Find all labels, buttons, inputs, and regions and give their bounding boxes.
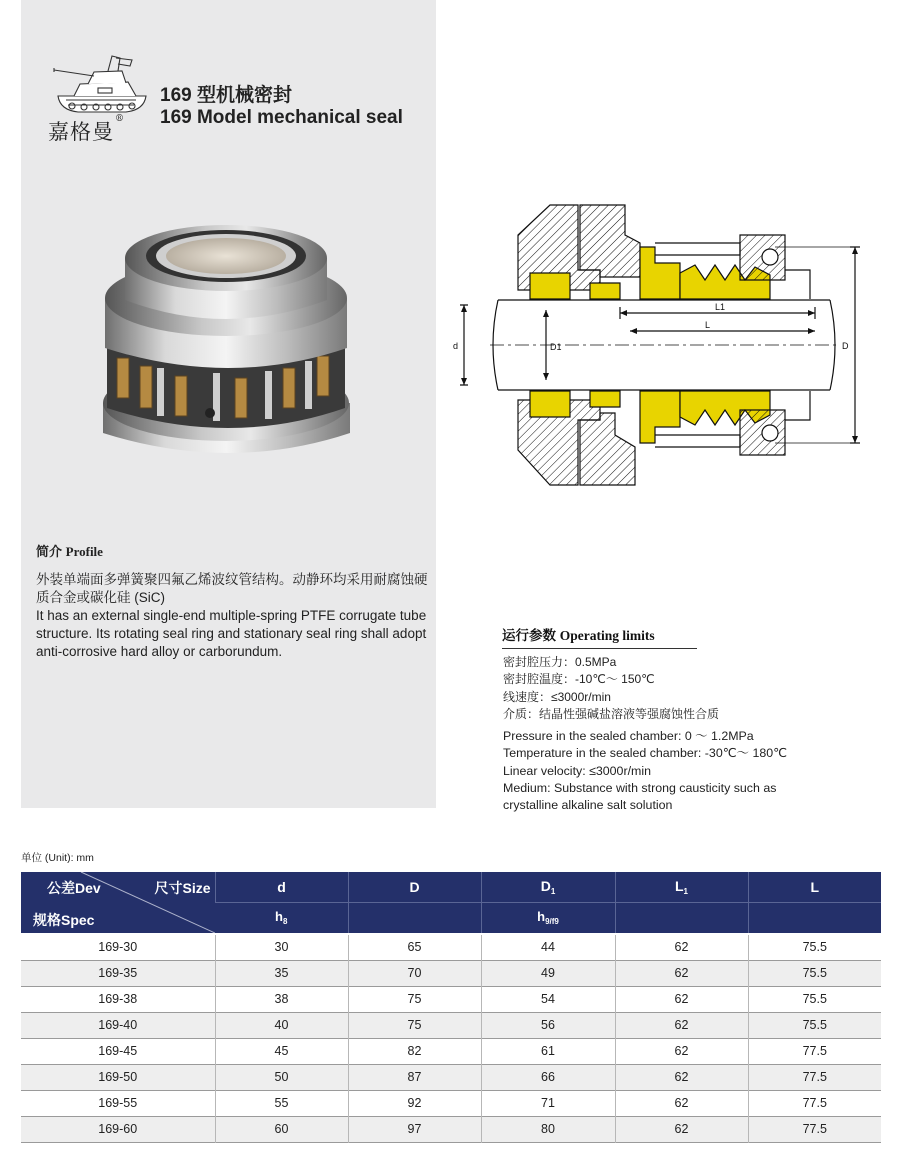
- spec-value-cell: 61: [481, 1038, 615, 1064]
- spec-value-cell: 54: [481, 986, 615, 1012]
- limit-line-en: Pressure in the sealed chamber: 0 ～ 1.2MPa: [503, 729, 754, 743]
- dim-label-D: D: [842, 341, 849, 351]
- tolerance-d: $h_8$: [215, 902, 348, 934]
- column-header-D1: $D_1$: [481, 872, 615, 902]
- spec-value-cell: 77.5: [748, 1090, 881, 1116]
- spec-table-body: [21, 934, 881, 1142]
- column-header-L: L: [748, 872, 881, 902]
- limit-line-cn: 介质：结晶性强碱盐溶液等强腐蚀性合质: [503, 706, 720, 721]
- table-row: [21, 934, 881, 960]
- spec-model-cell: 169-30: [98, 940, 138, 955]
- limit-line-cn: 线速度：≤3000r/min: [503, 689, 611, 704]
- spec-value-cell: 75: [348, 986, 481, 1012]
- spec-model-cell: 169-40: [98, 1018, 138, 1032]
- tolerance-D: [348, 902, 481, 934]
- spec-value-cell: 75: [348, 1012, 481, 1038]
- column-header-D: D: [348, 872, 481, 902]
- spec-model-cell: 169-55: [98, 1096, 138, 1110]
- column-header-d: d: [215, 872, 348, 902]
- table-row: [21, 986, 881, 1012]
- spec-value-cell: 87: [348, 1064, 481, 1090]
- profile-heading-cn: 简介: [36, 544, 63, 559]
- corner-dev-label: 公差Dev: [47, 880, 101, 896]
- profile-heading-en: Profile: [65, 544, 103, 559]
- brand-name: [48, 116, 125, 146]
- limit-line-en: Medium: Substance with strong causticity such as: [503, 780, 777, 795]
- spec-value-cell: 45: [215, 1038, 348, 1064]
- spec-model-cell: 169-35: [98, 966, 138, 980]
- spec-value-cell: 66: [481, 1064, 615, 1090]
- spec-value-cell: 62: [615, 1012, 748, 1038]
- spec-table: [21, 872, 881, 1143]
- spec-model-cell: 169-38: [98, 992, 138, 1006]
- tolerance-D1: $h_{9/f9}$: [481, 902, 615, 934]
- tolerance-L: [748, 902, 881, 934]
- spec-model-cell: 169-50: [98, 1070, 138, 1084]
- brand-name-text: 嘉格曼: [48, 120, 114, 144]
- spec-value-cell: 55: [215, 1090, 348, 1116]
- spec-value-cell: 50: [215, 1064, 348, 1090]
- spec-value-cell: 70: [348, 960, 481, 986]
- spec-value-cell: 56: [481, 1012, 615, 1038]
- title-cn: 169 型机械密封: [160, 85, 292, 106]
- spec-value-cell: 75.5: [748, 986, 881, 1012]
- spec-value-cell: 49: [481, 960, 615, 986]
- spec-value-cell: 62: [615, 986, 748, 1012]
- spec-model-cell: 169-60: [98, 1122, 138, 1136]
- spec-value-cell: 82: [348, 1038, 481, 1064]
- spec-value-cell: 62: [615, 960, 748, 986]
- spec-value-cell: 62: [615, 1116, 748, 1142]
- dim-label-l: L: [705, 320, 711, 330]
- table-row: [21, 1064, 881, 1090]
- dim-label-d1: D1: [550, 342, 562, 352]
- operating-limits-title: [502, 624, 697, 649]
- spec-value-cell: 75.5: [748, 1012, 881, 1038]
- spec-value-cell: 62: [615, 1064, 748, 1090]
- spec-value-cell: 62: [615, 934, 748, 960]
- spec-value-cell: 60: [215, 1116, 348, 1142]
- corner-spec-label: 规格Spec: [33, 912, 95, 928]
- table-row: [21, 960, 881, 986]
- table-corner-cell: [21, 872, 215, 934]
- spec-value-cell: 77.5: [748, 1038, 881, 1064]
- corner-size-label: 尺寸Size: [154, 880, 211, 896]
- spec-value-cell: 44: [481, 934, 615, 960]
- spec-value-cell: 30: [215, 934, 348, 960]
- spec-model-cell: 169-45: [98, 1044, 138, 1058]
- title-en: 169 Model mechanical seal: [160, 107, 403, 128]
- unit-label: 单位 (Unit): mm: [21, 852, 94, 864]
- registered-mark: ®: [115, 114, 125, 124]
- limit-line-en: Temperature in the sealed chamber: -30℃～ 180℃: [503, 746, 788, 761]
- spec-value-cell: 35: [215, 960, 348, 986]
- table-row: [21, 1116, 881, 1142]
- table-row: [21, 1038, 881, 1064]
- spec-value-cell: 71: [481, 1090, 615, 1116]
- column-header-L1: $L_1$: [615, 872, 748, 902]
- profile-text-cn: 外装单端面多弹簧聚四氟乙烯波纹管结构。动静环均采用耐腐蚀硬质合金或碳化硅 (SiC): [36, 572, 428, 605]
- product-photo: [95, 208, 365, 468]
- operating-limits-cn: [503, 654, 719, 723]
- spec-value-cell: 65: [348, 934, 481, 960]
- spec-value-cell: 97: [348, 1116, 481, 1142]
- tank-logo-icon: [48, 52, 152, 122]
- spec-value-cell: 77.5: [748, 1116, 881, 1142]
- spec-value-cell: 40: [215, 1012, 348, 1038]
- table-header-row: [21, 872, 881, 902]
- spec-value-cell: 75.5: [748, 960, 881, 986]
- profile-text-en: It has an external single-end multiple-spring PTFE corrugate tube structure. Its rotating seal ring and stationary seal ring shall adopt anti-corrosive hard alloy or carborundum.: [36, 608, 427, 659]
- table-row: [21, 1012, 881, 1038]
- spec-value-cell: 75.5: [748, 934, 881, 960]
- limit-line-cn: 密封腔温度：-10℃～ 150℃: [503, 672, 655, 687]
- limit-line-en: Linear velocity: ≤3000r/min: [503, 763, 651, 778]
- spec-value-cell: 77.5: [748, 1064, 881, 1090]
- limit-line-en: crystalline alkaline salt solution: [503, 798, 673, 813]
- profile-heading: [36, 541, 103, 560]
- spec-value-cell: 38: [215, 986, 348, 1012]
- operating-limits-title-en: Operating limits: [559, 628, 655, 643]
- dim-label-l1: L1: [715, 302, 726, 312]
- dim-label-d: d: [453, 341, 459, 351]
- spec-value-cell: 80: [481, 1116, 615, 1142]
- operating-limits-en: [503, 728, 787, 814]
- table-row: [21, 1090, 881, 1116]
- tolerance-L1: [615, 902, 748, 934]
- cross-section-drawing: [440, 195, 880, 495]
- limit-line-cn: 密封腔压力：0.5MPa: [503, 655, 617, 669]
- spec-value-cell: 62: [615, 1038, 748, 1064]
- spec-value-cell: 92: [348, 1090, 481, 1116]
- profile-text: [36, 571, 431, 661]
- spec-value-cell: 62: [615, 1090, 748, 1116]
- operating-limits-title-cn: 运行参数: [502, 628, 556, 643]
